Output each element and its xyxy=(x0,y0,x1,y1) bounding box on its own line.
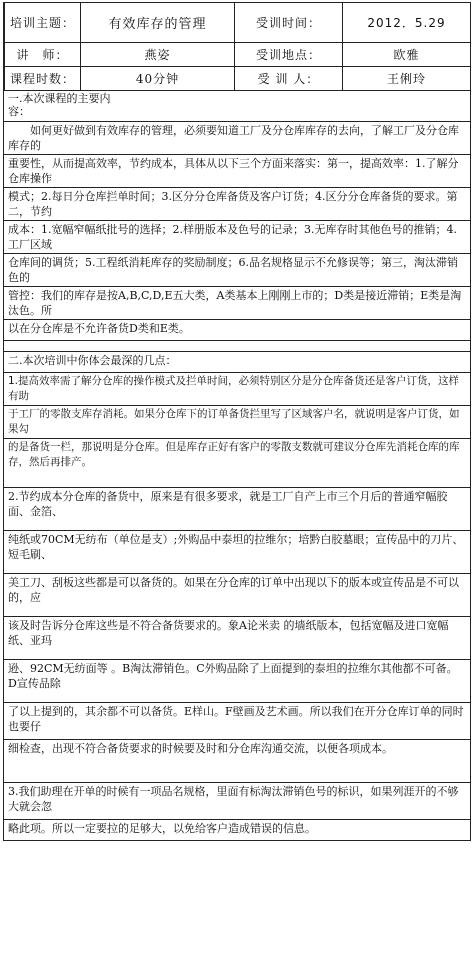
section1-line: 成本：1.宽幅窄幅纸批号的选择；2.样册版本及色号的记录；3.无库存时其他色号的推销；4.工厂区域 xyxy=(4,221,470,254)
section2-line: 于工厂的零散支库存消耗。如果分仓库下的订单备货拦里写了区域客户名，就说明是客户订货，如果勾 xyxy=(4,406,470,439)
section2-line: 逊、92CM无纺面等 。B淘汰滞销色。C外购品除了上面提到的泰坦的拉维尔其他都不可备。D宣传品除 xyxy=(4,660,470,703)
section2-line: 的是备货一栏，那说明是分仓库。但是库存正好有客户的零散支数就可建议分仓库先消耗仓库的库存，然后再排产。 xyxy=(4,439,470,488)
section2-line: 纯纸或70CM无纺布（单位是支）;外购品中泰坦的拉维尔；培黔白胶墓眼；宣传品中的刀片、短毛刷、 xyxy=(4,531,470,574)
trainee-value: 王俐玲 xyxy=(343,67,471,91)
section2-title: 二.本次培训中你体会最深的几点： xyxy=(4,352,470,373)
training-record-form xyxy=(3,2,471,841)
place-label: 受训地点： xyxy=(235,43,343,67)
section2-line: 该及时告诉分仓库这些是不符合备货要求的。象A论米卖 的墙纸版本，包括宽幅及进口宽幅纸、亚玛 xyxy=(4,617,470,660)
section2-line: 3.我们助理在开单的时候有一项品名规格，里面有标淘汰滞销色号的标识，如果列涯开的不够大就会忽 xyxy=(4,783,470,820)
section2-line: 略此项。所以一定要拉的足够大，以免给客户造成错误的信息。 xyxy=(4,820,470,841)
lecturer-label: 讲 师： xyxy=(5,43,81,67)
section1-line: 模式；2.每日分仓库拦单时间；3.区分分仓库备货及客户订货；4.区分分仓库备货的要求。第二，节约 xyxy=(4,188,470,221)
section1-title: 一.本次课程的主要内容： xyxy=(4,91,470,122)
topic-value: 有效库存的管理 xyxy=(81,3,235,43)
section2-line: 细检查，出现不符合备货要求的时候要及时和分仓库沟通交流，以便各项成本。 xyxy=(4,740,470,783)
header-table xyxy=(4,2,471,91)
section1-line: 以在分仓库是不允许备货D类和E类。 xyxy=(4,320,470,341)
place-value: 欧雅 xyxy=(343,43,471,67)
section2-line: 了以上提到的，其余都不可以备货。E样山。F壁画及艺术画。所以我们在开分仓库订单的同时也要仔 xyxy=(4,703,470,740)
section1-line: 重要性，从而提高效率，节约成本，具体从以下三个方面来落实：第一，提高效率：1.了解分仓库操作 xyxy=(4,155,470,188)
section1-line: 如何更好做到有效库存的管理，必须要知道工厂及分仓库库存的去向，了解工厂及分仓库库存的 xyxy=(4,122,470,155)
section2-line: 1.提高效率需了解分仓库的操作模式及拦单时间，必须特别区分是分仓库备货还是客户订货，这样有助 xyxy=(4,373,470,406)
time-value: 2012．5.29 xyxy=(343,3,471,43)
section2-line: 2.节约成本分仓库的备货中，原来是有很多要求，就是工厂自产上市三个月后的普通窄幅胶面、金箔、 xyxy=(4,488,470,531)
section-divider xyxy=(4,341,470,352)
section2 xyxy=(4,352,470,841)
section2-line: 美工刀、刮板这些都是可以备货的。如果在分仓库的订单中出现以下的版本或宣传品是不可以的，应 xyxy=(4,574,470,617)
topic-label: 培训主题： xyxy=(5,3,81,43)
time-label: 受训时间： xyxy=(235,3,343,43)
duration-label: 课程时数： xyxy=(5,67,81,91)
duration-value: 40分钟 xyxy=(81,67,235,91)
section1-line: 管控：我们的库存是按A,B,C,D,E五大类，A类基本上刚刚上市的；D类是接近滞销；E类是淘汰色。所 xyxy=(4,287,470,320)
trainee-label: 受 训 人： xyxy=(235,67,343,91)
lecturer-value: 燕姿 xyxy=(81,43,235,67)
section1-line: 仓库间的调货；5.工程纸消耗库存的奖励制度；6.品名规格显示不允修误等；第三，淘汰滞销色的 xyxy=(4,254,470,287)
section1 xyxy=(4,91,470,341)
